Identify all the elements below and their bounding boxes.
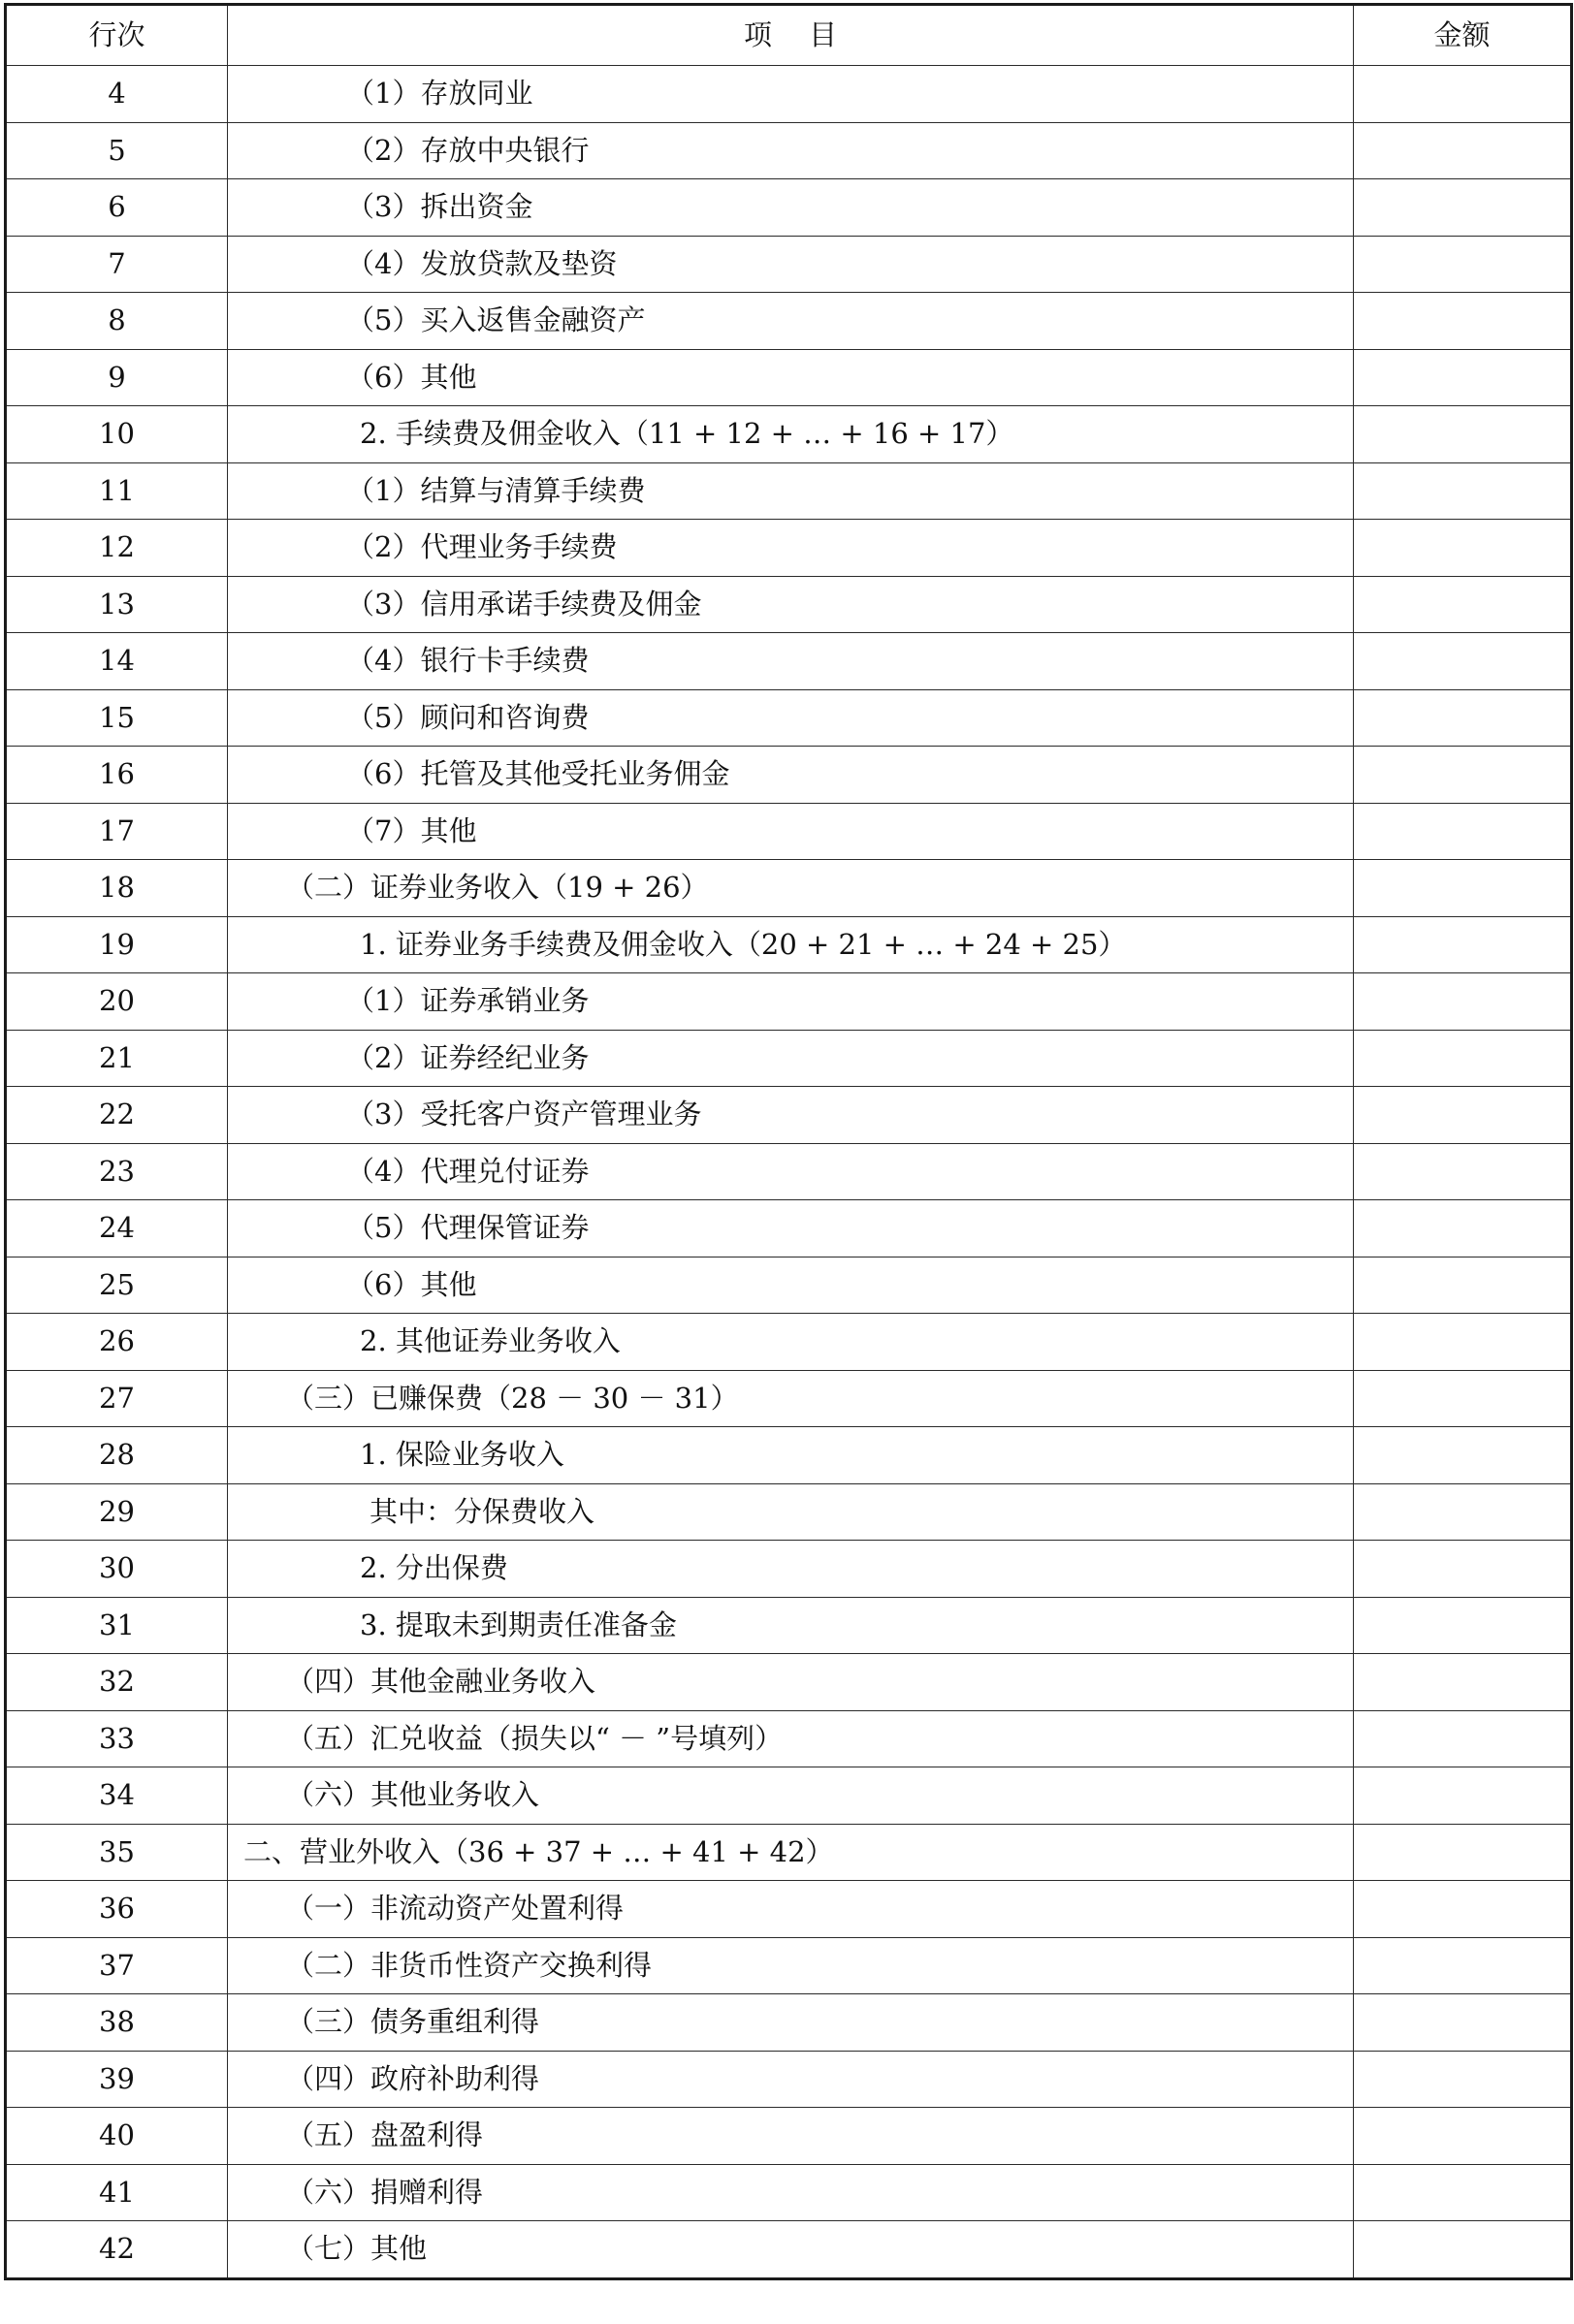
row-number: 28 [6,1427,228,1484]
row-item: 其中：分保费收入 [228,1483,1354,1541]
row-item: 2. 手续费及佣金收入（11 + 12 + … + 16 + 17） [228,406,1354,463]
row-number: 8 [6,293,228,350]
row-item: 2. 其他证券业务收入 [228,1314,1354,1371]
row-number: 37 [6,1937,228,1994]
table-row [6,1483,1572,1541]
row-amount[interactable] [1354,1257,1572,1314]
table-row [6,689,1572,747]
row-number: 13 [6,576,228,633]
row-number: 12 [6,520,228,577]
row-amount[interactable] [1354,179,1572,237]
row-amount[interactable] [1354,2051,1572,2108]
row-amount[interactable] [1354,689,1572,747]
row-number: 5 [6,122,228,179]
row-amount[interactable] [1354,860,1572,917]
row-item: （6）其他 [228,349,1354,406]
table-row [6,1994,1572,2052]
row-number: 6 [6,179,228,237]
row-amount[interactable] [1354,747,1572,804]
header-amount: 金额 [1354,5,1572,66]
table-row [6,236,1572,293]
row-item: （3）拆出资金 [228,179,1354,237]
row-item: 1. 证券业务手续费及佣金收入（20 + 21 + … + 24 + 25） [228,916,1354,973]
row-item: （2）证券经纪业务 [228,1030,1354,1087]
table-row [6,349,1572,406]
row-number: 38 [6,1994,228,2052]
row-amount[interactable] [1354,1030,1572,1087]
table-row [6,576,1572,633]
table-row [6,1087,1572,1144]
row-number: 40 [6,2108,228,2165]
row-item: （6）托管及其他受托业务佣金 [228,747,1354,804]
table-row [6,1767,1572,1825]
row-number: 41 [6,2164,228,2221]
table-body [6,66,1572,2279]
row-amount[interactable] [1354,66,1572,123]
row-number: 10 [6,406,228,463]
table-row [6,1710,1572,1767]
row-item: （四）政府补助利得 [228,2051,1354,2108]
row-number: 20 [6,973,228,1031]
row-item: （2）存放中央银行 [228,122,1354,179]
row-amount[interactable] [1354,293,1572,350]
row-number: 22 [6,1087,228,1144]
row-number: 27 [6,1370,228,1427]
row-item: （二）证券业务收入（19 + 26） [228,860,1354,917]
row-number: 32 [6,1654,228,1711]
row-number: 17 [6,803,228,860]
row-amount[interactable] [1354,1427,1572,1484]
row-amount[interactable] [1354,520,1572,577]
row-amount[interactable] [1354,1200,1572,1258]
row-amount[interactable] [1354,973,1572,1031]
table-row [6,916,1572,973]
row-number: 21 [6,1030,228,1087]
table-row [6,1881,1572,1938]
table-row [6,803,1572,860]
row-item: （二）非货币性资产交换利得 [228,1937,1354,1994]
row-amount[interactable] [1354,1881,1572,1938]
row-number: 26 [6,1314,228,1371]
row-number: 39 [6,2051,228,2108]
table-row [6,462,1572,520]
row-item: （四）其他金融业务收入 [228,1654,1354,1711]
row-amount[interactable] [1354,1483,1572,1541]
row-item: 2. 分出保费 [228,1541,1354,1598]
row-amount[interactable] [1354,462,1572,520]
row-amount[interactable] [1354,349,1572,406]
row-number: 25 [6,1257,228,1314]
table-row [6,2108,1572,2165]
table-row [6,2051,1572,2108]
row-amount[interactable] [1354,1087,1572,1144]
header-row-number: 行次 [6,5,228,66]
row-item: （7）其他 [228,803,1354,860]
row-number: 34 [6,1767,228,1825]
row-amount[interactable] [1354,122,1572,179]
row-item: （4）代理兑付证券 [228,1143,1354,1200]
row-amount[interactable] [1354,1370,1572,1427]
row-item: 1. 保险业务收入 [228,1427,1354,1484]
row-number: 35 [6,1824,228,1881]
table-row [6,406,1572,463]
row-item: （1）证券承销业务 [228,973,1354,1031]
table-row [6,973,1572,1031]
row-number: 30 [6,1541,228,1598]
table-row [6,1314,1572,1371]
table-row [6,122,1572,179]
row-amount[interactable] [1354,2164,1572,2221]
row-amount[interactable] [1354,1541,1572,1598]
row-item: 3. 提取未到期责任准备金 [228,1597,1354,1654]
table-row [6,1257,1572,1314]
table-row [6,860,1572,917]
row-amount[interactable] [1354,406,1572,463]
row-number: 23 [6,1143,228,1200]
header-item [228,5,1354,66]
row-number: 18 [6,860,228,917]
row-amount[interactable] [1354,1143,1572,1200]
row-amount[interactable] [1354,2221,1572,2279]
row-item: （6）其他 [228,1257,1354,1314]
table-row [6,1937,1572,1994]
row-item: （一）非流动资产处置利得 [228,1881,1354,1938]
row-number: 7 [6,236,228,293]
table-row [6,2221,1572,2279]
table-row [6,1824,1572,1881]
row-number: 14 [6,633,228,690]
row-item: （4）银行卡手续费 [228,633,1354,690]
row-amount[interactable] [1354,2108,1572,2165]
table-row [6,1427,1572,1484]
row-amount[interactable] [1354,1654,1572,1711]
table-row [6,1654,1572,1711]
row-amount[interactable] [1354,1937,1572,1994]
row-item: （5）买入返售金融资产 [228,293,1354,350]
row-number: 11 [6,462,228,520]
row-number: 42 [6,2221,228,2279]
row-amount[interactable] [1354,803,1572,860]
row-number: 29 [6,1483,228,1541]
row-item: （六）捐赠利得 [228,2164,1354,2221]
row-item: （5）代理保管证券 [228,1200,1354,1258]
row-amount[interactable] [1354,576,1572,633]
table-row [6,2164,1572,2221]
row-number: 24 [6,1200,228,1258]
row-amount[interactable] [1354,1824,1572,1881]
table-row [6,747,1572,804]
table-row [6,1597,1572,1654]
header-row [6,5,1572,66]
row-item: （六）其他业务收入 [228,1767,1354,1825]
row-amount[interactable] [1354,1597,1572,1654]
row-number: 36 [6,1881,228,1938]
row-number: 33 [6,1710,228,1767]
header-item-label: 项目 [743,18,874,51]
row-item: 二、营业外收入（36 + 37 + … + 41 + 42） [228,1824,1354,1881]
table-row [6,1143,1572,1200]
row-number: 4 [6,66,228,123]
row-amount[interactable] [1354,1314,1572,1371]
table-row [6,633,1572,690]
table-header [6,5,1572,66]
row-number: 15 [6,689,228,747]
row-amount[interactable] [1354,1994,1572,2052]
table-row [6,520,1572,577]
table-row [6,1030,1572,1087]
row-item: （七）其他 [228,2221,1354,2279]
row-item: （1）存放同业 [228,66,1354,123]
table-row [6,293,1572,350]
table-row [6,1200,1572,1258]
row-item: （三）已赚保费（28 － 30 － 31） [228,1370,1354,1427]
row-item: （五）汇兑收益（损失以“ － ”号填列） [228,1710,1354,1767]
row-amount[interactable] [1354,1767,1572,1825]
row-item: （4）发放贷款及垫资 [228,236,1354,293]
income-detail-table [4,3,1573,2280]
row-item: （2）代理业务手续费 [228,520,1354,577]
row-item: （五）盘盈利得 [228,2108,1354,2165]
row-item: （三）债务重组利得 [228,1994,1354,2052]
row-item: （5）顾问和咨询费 [228,689,1354,747]
table-row [6,66,1572,123]
row-amount[interactable] [1354,633,1572,690]
row-amount[interactable] [1354,236,1572,293]
table-row [6,1370,1572,1427]
row-number: 16 [6,747,228,804]
row-number: 9 [6,349,228,406]
row-number: 31 [6,1597,228,1654]
table-row [6,179,1572,237]
row-item: （3）受托客户资产管理业务 [228,1087,1354,1144]
table-row [6,1541,1572,1598]
row-amount[interactable] [1354,1710,1572,1767]
row-amount[interactable] [1354,916,1572,973]
row-item: （1）结算与清算手续费 [228,462,1354,520]
row-number: 19 [6,916,228,973]
row-item: （3）信用承诺手续费及佣金 [228,576,1354,633]
